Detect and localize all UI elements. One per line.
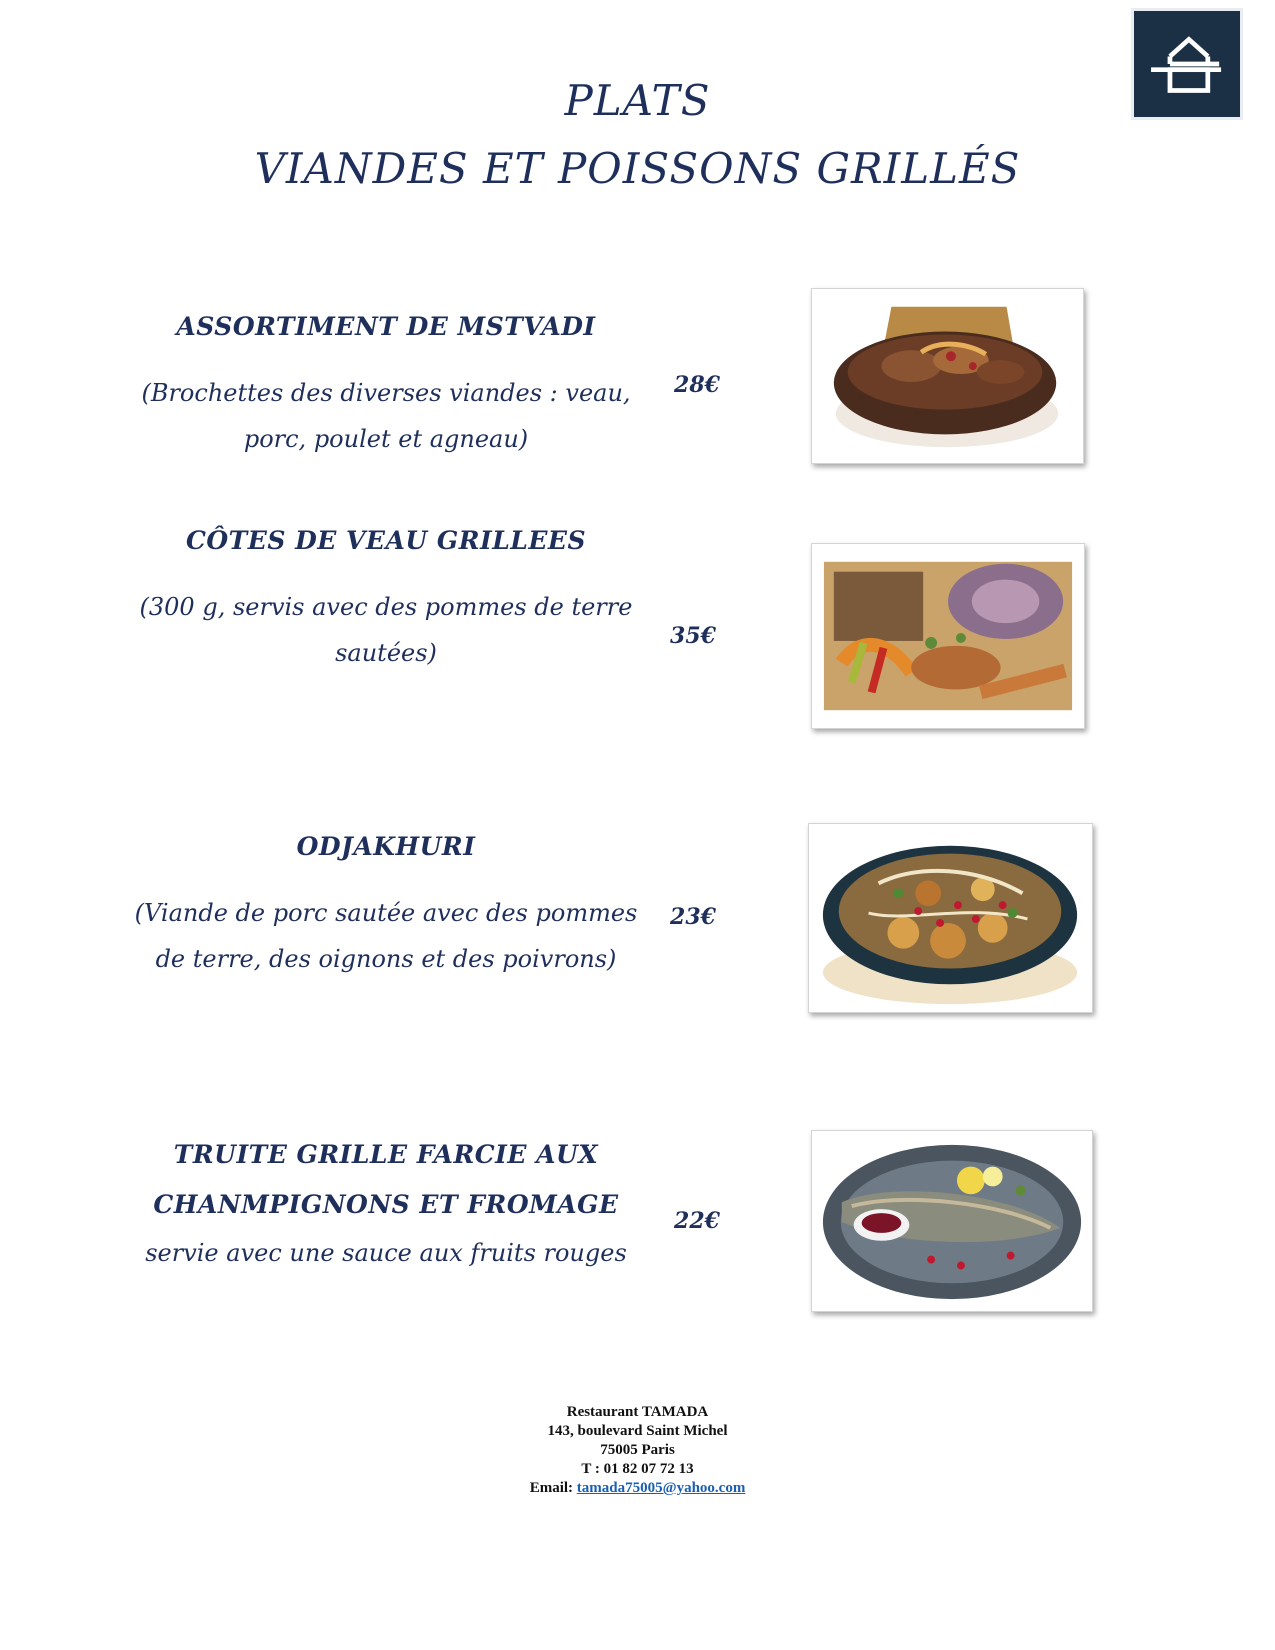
dish-description-line: porc, poulet et agneau) (243, 425, 529, 453)
email-label: Email: (529, 1480, 574, 1496)
dish-description-line: servie avec une sauce aux fruits rouges (145, 1239, 627, 1267)
menu-item-cotes-de-veau (126, 516, 646, 676)
dish-price: 23€ (670, 904, 716, 930)
dish-description-line: (300 g, servis avec des pommes de terre (139, 593, 633, 621)
dish-name: ASSORTIMENT DE MSTVADI (176, 312, 596, 341)
dish-description-line: (Viande de porc sautée avec des pommes (134, 899, 638, 927)
restaurant-phone: T : 01 82 07 72 13 (581, 1461, 694, 1477)
dish-name: ODJAKHURI (296, 832, 476, 861)
menu-item-odjakhuri (126, 822, 646, 982)
menu-item-mstvadi (126, 302, 646, 462)
menu-item-truite (126, 1130, 646, 1276)
email-link[interactable]: tamada75005@yahoo.com (576, 1480, 746, 1496)
dish-photo-odjakhuri (808, 823, 1093, 1013)
dish-description-line: de terre, des oignons et des poivrons) (155, 945, 617, 973)
dish-description-line: (Brochettes des diverses viandes : veau, (141, 379, 631, 407)
dish-photo-cotes-de-veau (811, 543, 1085, 729)
page-subtitle: VIANDES ET POISSONS GRILLÉS (254, 144, 1021, 193)
page-title: PLATS (564, 76, 711, 125)
dish-name: CÔTES DE VEAU GRILLEES (185, 526, 587, 555)
dish-price: 35€ (670, 623, 716, 649)
dish-photo-truite (811, 1130, 1093, 1312)
restaurant-address: 143, boulevard Saint Michel (547, 1423, 728, 1439)
dish-price: 28€ (674, 372, 720, 398)
dish-name: TRUITE GRILLE FARCIE AUX (173, 1140, 599, 1169)
dish-description-line: sautées) (335, 639, 437, 667)
restaurant-contact (0, 1403, 1275, 1498)
restaurant-email-line (0, 1479, 1275, 1498)
dish-price: 22€ (674, 1208, 720, 1234)
restaurant-name: Restaurant TAMADA (566, 1404, 709, 1420)
dish-name: CHANMPIGNONS ET FROMAGE (153, 1190, 619, 1219)
dish-photo-mstvadi (811, 288, 1084, 464)
restaurant-city: 75005 Paris (600, 1442, 675, 1458)
